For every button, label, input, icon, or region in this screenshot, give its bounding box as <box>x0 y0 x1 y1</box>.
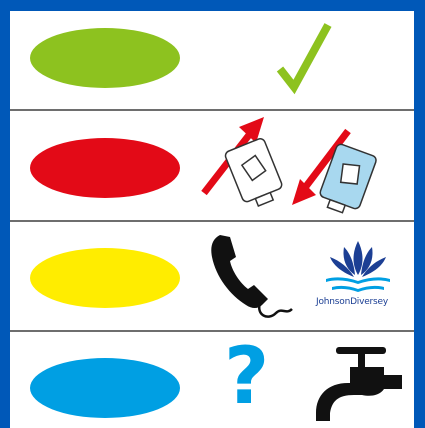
row-divider <box>10 330 414 332</box>
question-mark-icon: ? <box>224 332 270 422</box>
lotus-logo-icon <box>322 237 394 293</box>
blue-status-indicator <box>30 358 180 418</box>
water-tap-icon <box>314 343 406 425</box>
remove-empty-container-icon <box>194 113 294 223</box>
row-divider <box>10 109 414 111</box>
status-legend-panel <box>10 11 414 428</box>
telephone-icon <box>206 229 296 321</box>
green-status-indicator <box>30 28 180 88</box>
insert-full-container-icon <box>290 113 400 223</box>
row-divider <box>10 220 414 222</box>
yellow-status-indicator <box>30 248 180 308</box>
check-icon <box>272 19 334 99</box>
johnsondiversey-logo <box>314 233 406 317</box>
logo-brand-text: JohnsonDiversey <box>316 297 389 307</box>
red-status-indicator <box>30 138 180 198</box>
